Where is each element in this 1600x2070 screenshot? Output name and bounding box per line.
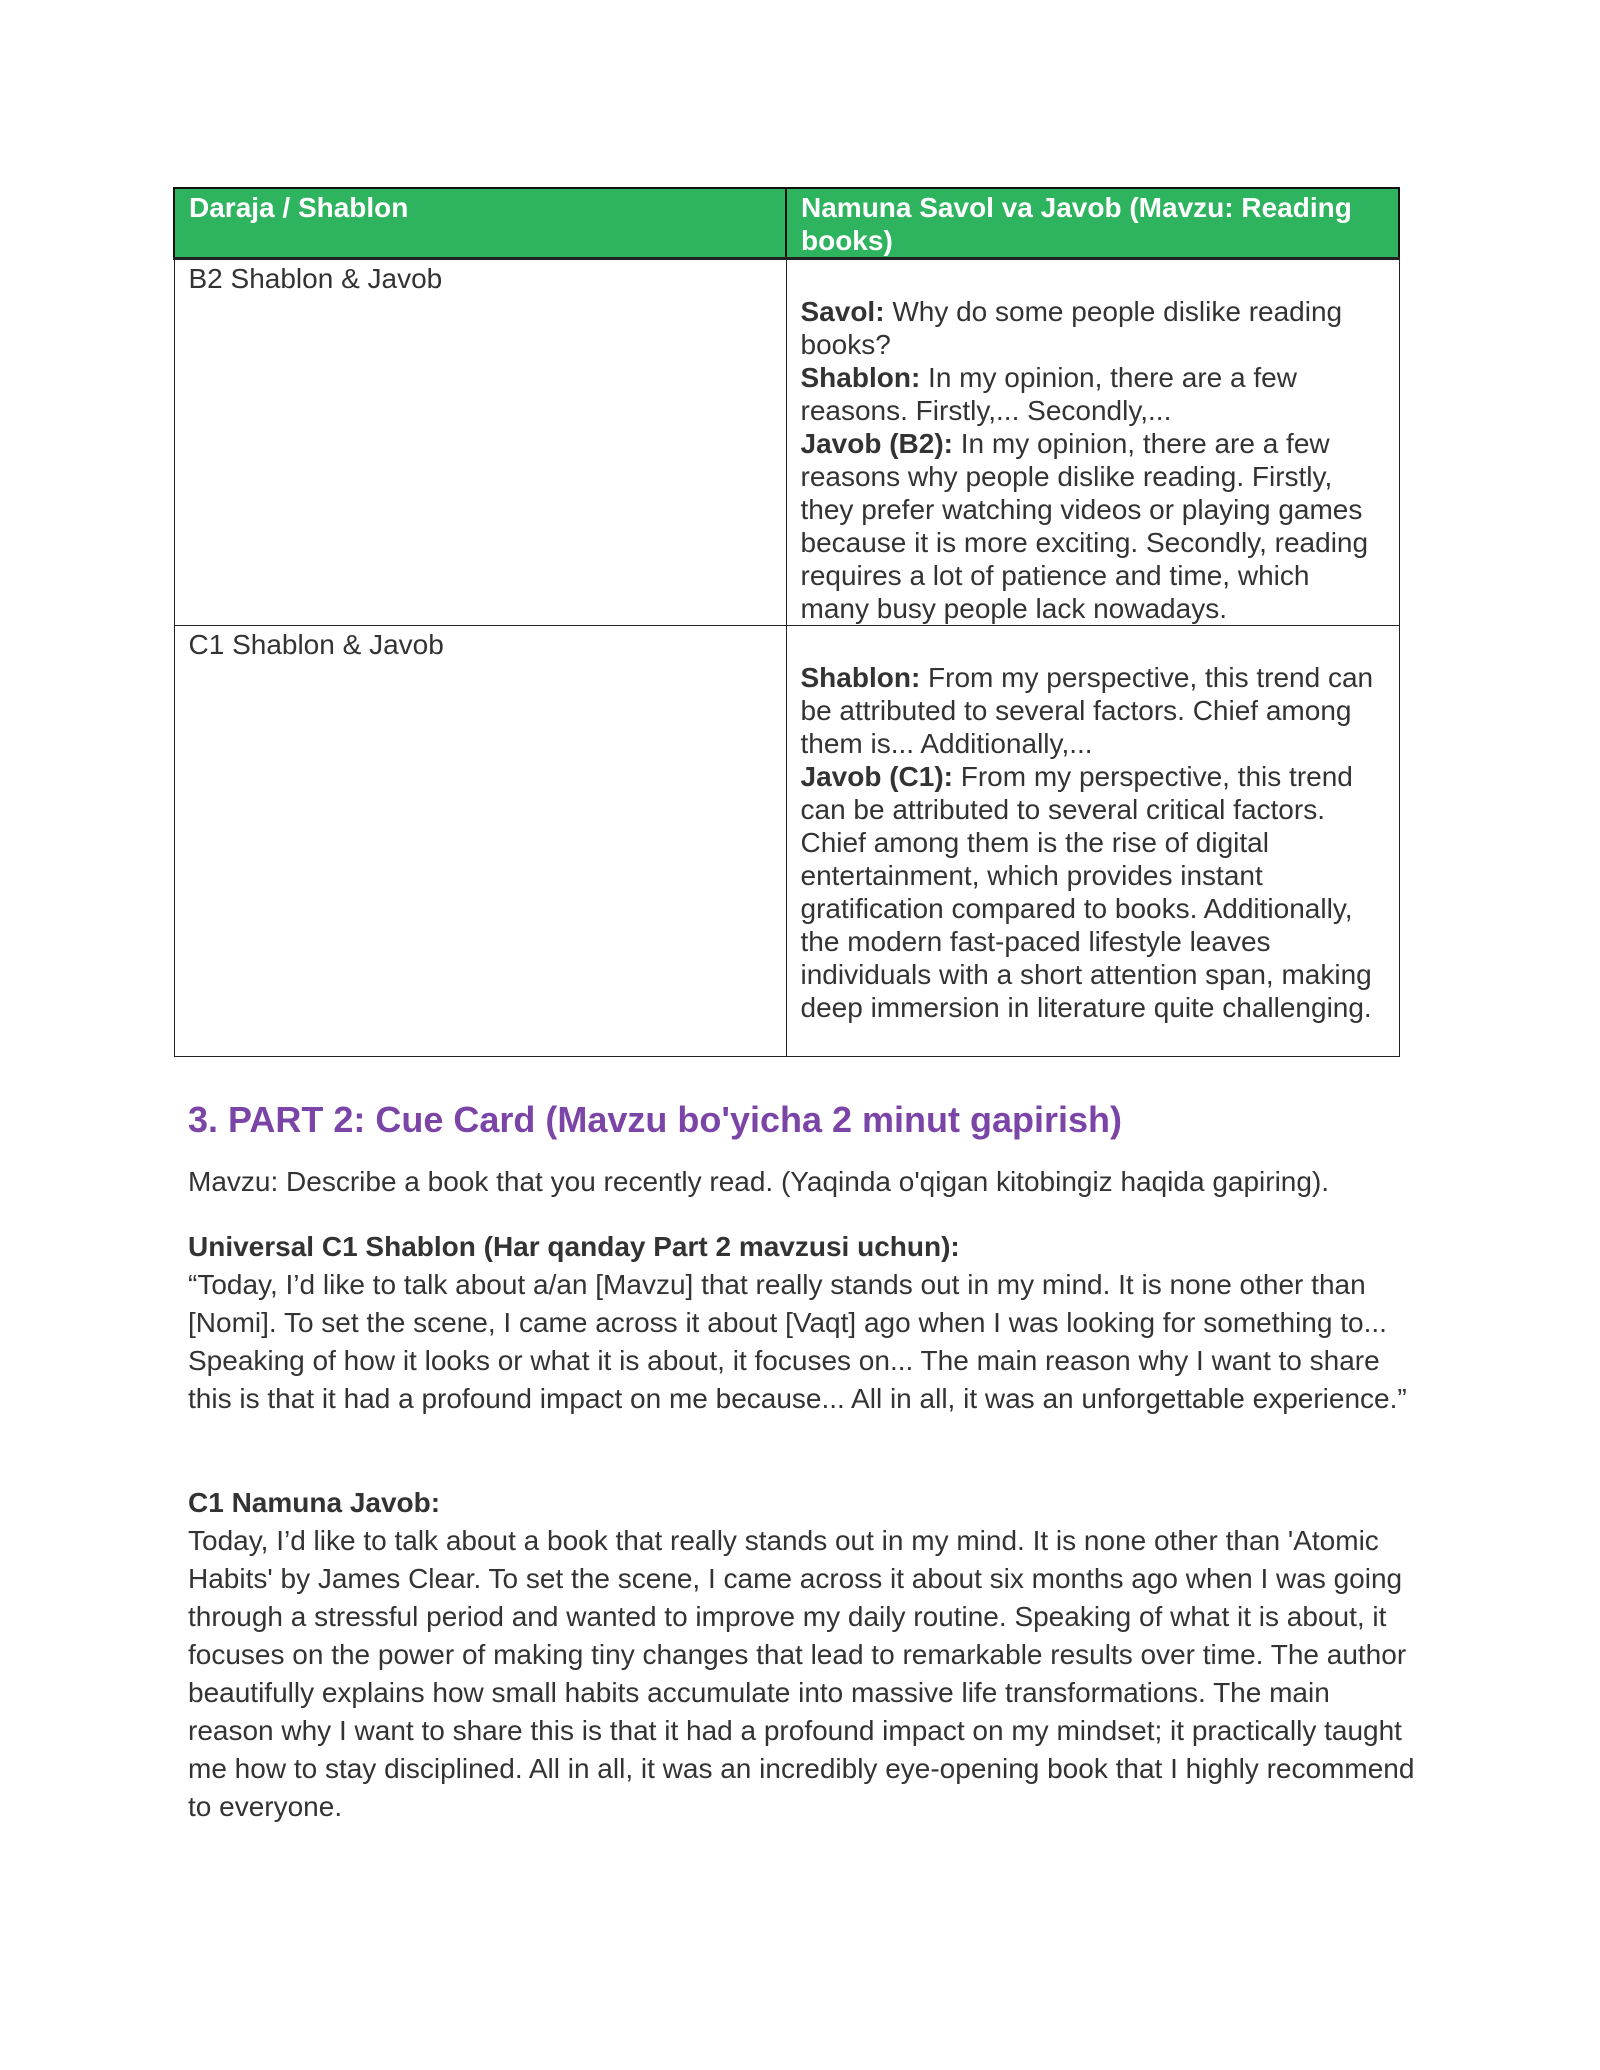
javob-text: In my opinion, there are a few reasons why people dislike reading. Firstly, they prefer watching videos or playing games because it is more exciting. Secondly, reading requires a lot of patience and time, which many busy people lack nowadays. xyxy=(800,428,1369,624)
savol-b2 xyxy=(801,295,1385,361)
header-level-template: Daraja / Shablon xyxy=(174,188,786,259)
qa-table xyxy=(173,187,1400,1057)
sample-text: Today, I’d like to talk about a book that really stands out in my mind. It is none other than 'Atomic Habits' by James Clear. To set the scene, I came across it about six months ago when I was going through a stressful period and wanted to improve my daily routine. Speaking of what it is about, it focuses on the power of making tiny changes that lead to remarkable results over time. The author beautifully explains how small habits accumulate into massive life transformations. The main reason why I want to share this is that it had a profound impact on my mindset; it practically taught me how to stay disciplined. All in all, it was an incredibly eye-opening book that I highly recommend to everyone. xyxy=(188,1525,1415,1822)
sample-heading: C1 Namuna Javob: xyxy=(188,1487,441,1518)
javob-c1 xyxy=(801,760,1385,1024)
template-text: “Today, I’d like to talk about a/an [Mavzu] that really stands out in my mind. It is none other than [Nomi]. To set the scene, I came across it about [Vaqt] ago when I was looking for something to... Speaking of how it looks or what it is about, it focuses on... The main reason why I want to share this is that it had a profound impact on me because... All in all, it was an unforgettable experience.” xyxy=(188,1269,1407,1414)
answer-cell-b2 xyxy=(786,259,1399,626)
javob-label: Javob (B2): xyxy=(800,428,953,459)
table-row-b2 xyxy=(174,259,1399,626)
shablon-label: Shablon: xyxy=(800,662,921,693)
savol-label: Savol: xyxy=(800,296,885,327)
shablon-b2 xyxy=(801,361,1385,427)
level-cell-c1: C1 Shablon & Javob xyxy=(174,626,786,1057)
shablon-text: From my perspective, this trend can be attributed to several factors. Chief among them is... Additionally,... xyxy=(800,662,1374,759)
shablon-label: Shablon: xyxy=(800,362,921,393)
javob-text: From my perspective, this trend can be attributed to several critical factors. Chief among them is the rise of digital entertainment, which provides instant gratification compared to books. Additionally, the modern fast-paced lifestyle leaves individuals with a short attention span, making deep immersion in literature quite challenging. xyxy=(800,761,1372,1023)
table-row-c1 xyxy=(174,626,1399,1057)
template-heading: Universal C1 Shablon (Har qanday Part 2 mavzusi uchun): xyxy=(188,1231,960,1262)
table-header-row xyxy=(174,188,1399,259)
sample-answer-block xyxy=(188,1484,1418,1826)
savol-text: Why do some people dislike reading books? xyxy=(800,296,1343,360)
answer-cell-c1 xyxy=(786,626,1399,1057)
shablon-text: In my opinion, there are a few reasons. Firstly,... Secondly,... xyxy=(800,362,1297,426)
template-block xyxy=(188,1228,1418,1418)
javob-b2 xyxy=(801,427,1385,625)
level-cell-b2: B2 Shablon & Javob xyxy=(174,259,786,626)
shablon-c1 xyxy=(801,661,1385,760)
javob-label: Javob (C1): xyxy=(800,761,953,792)
header-sample-qa: Namuna Savol va Javob (Mavzu: Reading books) xyxy=(786,188,1399,259)
mavzu-line: Mavzu: Describe a book that you recently read. (Yaqinda o'qigan kitobingiz haqida gapiring). xyxy=(188,1166,1330,1197)
section-title: 3. PART 2: Cue Card (Mavzu bo'yicha 2 minut gapirish) xyxy=(188,1099,1123,1140)
